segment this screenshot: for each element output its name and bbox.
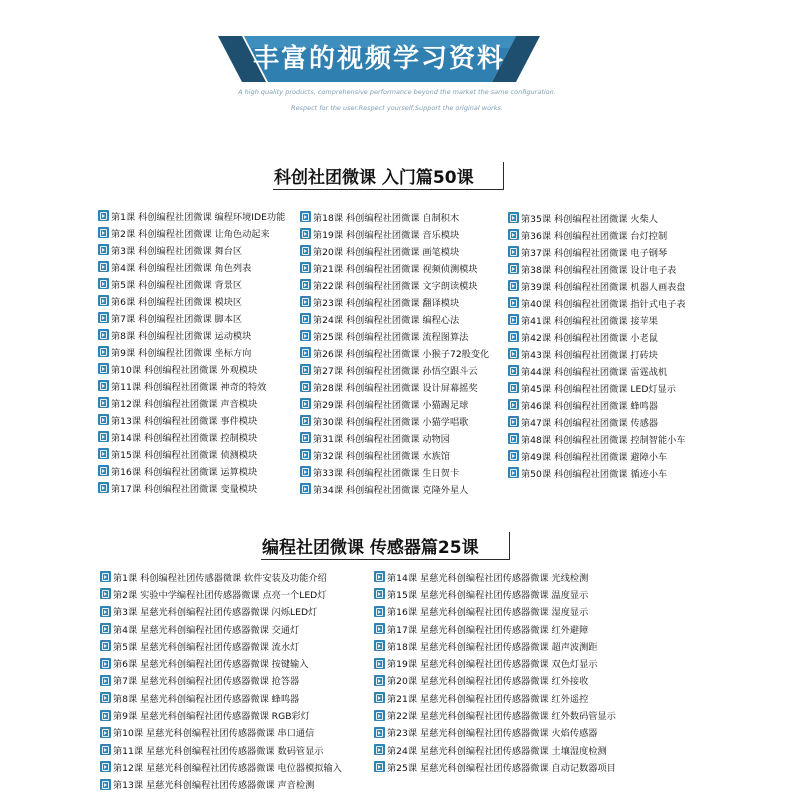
video-icon — [374, 623, 385, 634]
video-icon — [100, 779, 111, 790]
lesson-title: 第21课 科创编程社团微课 视频侦测模块 — [313, 263, 478, 275]
lesson-item[interactable] — [300, 463, 489, 480]
section2-underline — [261, 559, 509, 560]
lesson-title: 第2课 科创编程社团微课 让角色动起来 — [111, 228, 270, 240]
lesson-title: 第9课 科创编程社团微课 坐标方向 — [111, 347, 252, 359]
lesson-item[interactable] — [98, 394, 285, 411]
lesson-item[interactable] — [374, 706, 616, 723]
lesson-title: 第13课 科创编程社团微课 事件模块 — [111, 415, 258, 427]
lesson-title: 第34课 科创编程社团微课 克隆外星人 — [313, 484, 469, 496]
lesson-item[interactable] — [374, 758, 616, 775]
lesson-title: 第7课 科创编程社团微课 脚本区 — [111, 313, 243, 325]
lesson-item[interactable] — [98, 428, 285, 445]
video-icon — [508, 467, 519, 478]
lesson-title: 第11课 科创编程社团微课 神奇的特效 — [111, 381, 267, 393]
video-icon — [508, 280, 519, 291]
video-icon — [100, 761, 111, 772]
banner-tagline-2: Respect for the user.Respect yourself.Support the original works. — [291, 104, 503, 112]
lesson-item[interactable] — [508, 260, 686, 277]
lesson-title: 第30课 科创编程社团微课 小猫学唱歌 — [313, 416, 469, 428]
lesson-item[interactable] — [374, 620, 616, 637]
lesson-title: 第44课 科创编程社团微课 雷霆战机 — [521, 366, 668, 378]
lesson-title: 第12课 星慈光科创编程社团传感器微课 电位器模拟输入 — [113, 762, 342, 774]
lesson-item[interactable] — [300, 480, 489, 497]
section2-column-2 — [374, 568, 616, 776]
section1-title: 科创社团微课 入门篇50课 — [274, 168, 474, 188]
lesson-item[interactable] — [300, 259, 489, 276]
lesson-item[interactable] — [374, 603, 616, 620]
video-icon — [300, 381, 311, 392]
video-icon — [374, 710, 385, 721]
section1-column-1 — [98, 207, 285, 496]
lesson-item[interactable] — [374, 724, 616, 741]
lesson-item[interactable] — [300, 429, 489, 446]
lesson-item[interactable] — [98, 343, 285, 360]
lesson-item[interactable] — [98, 411, 285, 428]
lesson-item[interactable] — [98, 275, 285, 292]
lesson-title: 第37课 科创编程社团微课 电子钢琴 — [521, 247, 668, 259]
lesson-title: 第17课 星慈光科创编程社团传感器微课 红外避障 — [387, 624, 589, 636]
banner — [218, 36, 540, 82]
lesson-title: 第46课 科创编程社团微课 蜂鸣器 — [521, 400, 658, 412]
lesson-title: 第48课 科创编程社团微课 控制智能小车 — [521, 434, 686, 446]
video-icon — [300, 347, 311, 358]
lesson-title: 第25课 星慈光科创编程社团传感器微课 自动记数器项目 — [387, 762, 616, 774]
lesson-item[interactable] — [374, 585, 616, 602]
video-icon — [98, 414, 109, 425]
video-icon — [300, 398, 311, 409]
lesson-title: 第18课 星慈光科创编程社团传感器微课 超声波测距 — [387, 641, 598, 653]
lesson-title: 第6课 科创编程社团微课 模块区 — [111, 296, 243, 308]
lesson-item[interactable] — [100, 585, 342, 602]
lesson-title: 第3课 科创编程社团微课 舞台区 — [111, 245, 243, 257]
lesson-title: 第11课 星慈光科创编程社团传感器微课 数码管显示 — [113, 745, 324, 757]
lesson-title: 第23课 星慈光科创编程社团传感器微课 火焰传感器 — [387, 728, 598, 740]
video-icon — [98, 295, 109, 306]
lesson-title: 第22课 科创编程社团微课 文字朗读模块 — [313, 280, 478, 292]
lesson-title: 第21课 星慈光科创编程社团传感器微课 红外遥控 — [387, 693, 589, 705]
lesson-title: 第8课 科创编程社团微课 运动模块 — [111, 330, 252, 342]
video-icon — [508, 229, 519, 240]
lesson-item[interactable] — [508, 345, 686, 362]
lesson-title: 第24课 星慈光科创编程社团传感器微课 土壤湿度检测 — [387, 745, 607, 757]
lesson-title: 第15课 科创编程社团微课 侦测模块 — [111, 449, 258, 461]
video-icon — [98, 363, 109, 374]
lesson-title: 第2课 实验中学编程社团传感器微课 点亮一个LED灯 — [113, 589, 327, 601]
lesson-title: 第12课 科创编程社团微课 声音模块 — [111, 398, 258, 410]
video-icon — [374, 727, 385, 738]
video-icon — [98, 261, 109, 272]
lesson-title: 第20课 星慈光科创编程社团传感器微课 红外接收 — [387, 676, 589, 688]
video-icon — [374, 571, 385, 582]
video-icon — [508, 348, 519, 359]
lesson-title: 第17课 科创编程社团微课 变量模块 — [111, 483, 258, 495]
lesson-item[interactable] — [300, 276, 489, 293]
banner-tagline-1: A high quality products, comprehensive performance beyond the market the same configuration. — [238, 88, 556, 96]
video-icon — [508, 314, 519, 325]
video-icon — [374, 606, 385, 617]
video-icon — [100, 606, 111, 617]
lesson-item[interactable] — [300, 225, 489, 242]
lesson-title: 第43课 科创编程社团微课 打砖块 — [521, 349, 658, 361]
lesson-title: 第28课 科创编程社团微课 设计屏幕摇奖 — [313, 382, 478, 394]
lesson-item[interactable] — [100, 776, 342, 793]
video-icon — [374, 658, 385, 669]
lesson-title: 第19课 星慈光科创编程社团传感器微课 双色灯显示 — [387, 659, 598, 671]
lesson-title: 第41课 科创编程社团微课 接苹果 — [521, 315, 658, 327]
video-icon — [300, 313, 311, 324]
lesson-item[interactable] — [374, 689, 616, 706]
lesson-title: 第13课 星慈光科创编程社团传感器微课 声音检测 — [113, 780, 315, 792]
lesson-title: 第4课 科创编程社团微课 角色列表 — [111, 262, 252, 274]
lesson-title: 第6课 星慈光科创编程社团传感器微课 按键输入 — [113, 659, 309, 671]
video-icon — [98, 244, 109, 255]
video-icon — [98, 329, 109, 340]
video-icon — [100, 710, 111, 721]
video-icon — [374, 692, 385, 703]
lesson-item[interactable] — [300, 395, 489, 412]
section1-underline — [273, 189, 503, 190]
video-icon — [100, 623, 111, 634]
section2-divider — [509, 532, 510, 560]
lesson-item[interactable] — [100, 637, 342, 654]
banner-title: 丰富的视频学习资料 — [252, 44, 505, 74]
lesson-item[interactable] — [508, 226, 686, 243]
lesson-item[interactable] — [98, 462, 285, 479]
lesson-title: 第38课 科创编程社团微课 设计电子表 — [521, 264, 677, 276]
lesson-item[interactable] — [98, 377, 285, 394]
video-icon — [374, 675, 385, 686]
lesson-item[interactable] — [300, 378, 489, 395]
lesson-title: 第19课 科创编程社团微课 音乐模块 — [313, 229, 460, 241]
lesson-item[interactable] — [300, 412, 489, 429]
lesson-item[interactable] — [98, 360, 285, 377]
lesson-item[interactable] — [300, 344, 489, 361]
lesson-title: 第50课 科创编程社团微课 循迹小车 — [521, 468, 668, 480]
lesson-title: 第29课 科创编程社团微课 小猫踢足球 — [313, 399, 469, 411]
lesson-item[interactable] — [300, 242, 489, 259]
lesson-title: 第3课 星慈光科创编程社团传感器微课 闪烁LED灯 — [113, 607, 318, 619]
lesson-title: 第49课 科创编程社团微课 避障小车 — [521, 451, 668, 463]
lesson-title: 第42课 科创编程社团微课 小老鼠 — [521, 332, 658, 344]
lesson-item[interactable] — [100, 603, 342, 620]
lesson-item[interactable] — [374, 637, 616, 654]
section1-column-3 — [508, 209, 686, 481]
video-icon — [508, 416, 519, 427]
lesson-title: 第15课 星慈光科创编程社团传感器微课 温度显示 — [387, 589, 589, 601]
video-icon — [300, 211, 311, 222]
section1-divider — [503, 162, 504, 190]
video-icon — [300, 415, 311, 426]
video-icon — [508, 212, 519, 223]
video-icon — [100, 658, 111, 669]
video-icon — [100, 675, 111, 686]
section1-column-2 — [300, 208, 489, 497]
lesson-item[interactable] — [508, 294, 686, 311]
lesson-title: 第47课 科创编程社团微课 传感器 — [521, 417, 658, 429]
lesson-item[interactable] — [508, 430, 686, 447]
video-icon — [374, 640, 385, 651]
video-icon — [374, 744, 385, 755]
video-icon — [374, 761, 385, 772]
video-icon — [508, 399, 519, 410]
lesson-title: 第39课 科创编程社团微课 机器人画表盘 — [521, 281, 686, 293]
lesson-title: 第10课 星慈光科创编程社团传感器微课 串口通信 — [113, 728, 315, 740]
lesson-item[interactable] — [98, 241, 285, 258]
lesson-title: 第31课 科创编程社团微课 动物园 — [313, 433, 450, 445]
lesson-item[interactable] — [100, 689, 342, 706]
video-icon — [508, 297, 519, 308]
lesson-item[interactable] — [98, 309, 285, 326]
lesson-item[interactable] — [98, 224, 285, 241]
lesson-item[interactable] — [98, 479, 285, 496]
lesson-item[interactable] — [100, 758, 342, 775]
video-icon — [508, 246, 519, 257]
lesson-title: 第26课 科创编程社团微课 小猴子72般变化 — [313, 348, 490, 360]
lesson-title: 第22课 星慈光科创编程社团传感器微课 红外数码管显示 — [387, 711, 616, 723]
video-icon — [100, 640, 111, 651]
video-icon — [300, 262, 311, 273]
video-icon — [98, 312, 109, 323]
lesson-title: 第1课 科创编程社团微课 编程环境IDE功能 — [111, 211, 286, 223]
video-icon — [98, 448, 109, 459]
video-icon — [508, 382, 519, 393]
lesson-title: 第4课 星慈光科创编程社团传感器微课 交通灯 — [113, 624, 300, 636]
lesson-title: 第20课 科创编程社团微课 画笔模块 — [313, 246, 460, 258]
video-icon — [300, 466, 311, 477]
lesson-title: 第23课 科创编程社团微课 翻译模块 — [313, 297, 460, 309]
video-icon — [98, 346, 109, 357]
lesson-item[interactable] — [100, 724, 342, 741]
video-icon — [508, 365, 519, 376]
lesson-item[interactable] — [300, 446, 489, 463]
video-icon — [100, 744, 111, 755]
lesson-item[interactable] — [100, 568, 342, 585]
lesson-item[interactable] — [508, 447, 686, 464]
lesson-title: 第5课 科创编程社团微课 背景区 — [111, 279, 243, 291]
lesson-title: 第14课 科创编程社团微课 控制模块 — [111, 432, 258, 444]
lesson-title: 第10课 科创编程社团微课 外观模块 — [111, 364, 258, 376]
lesson-title: 第32课 科创编程社团微课 水族馆 — [313, 450, 450, 462]
lesson-item[interactable] — [508, 209, 686, 226]
lesson-title: 第8课 星慈光科创编程社团传感器微课 蜂鸣器 — [113, 693, 300, 705]
lesson-item[interactable] — [98, 207, 285, 224]
video-icon — [300, 296, 311, 307]
lesson-title: 第40课 科创编程社团微课 指针式电子表 — [521, 298, 686, 310]
lesson-title: 第5课 星慈光科创编程社团传感器微课 流水灯 — [113, 641, 300, 653]
video-icon — [374, 588, 385, 599]
video-icon — [508, 450, 519, 461]
video-icon — [98, 278, 109, 289]
lesson-title: 第25课 科创编程社团微课 流程图算法 — [313, 331, 469, 343]
lesson-item[interactable] — [98, 292, 285, 309]
video-icon — [100, 692, 111, 703]
lesson-item[interactable] — [100, 672, 342, 689]
lesson-item[interactable] — [508, 243, 686, 260]
video-icon — [98, 380, 109, 391]
lesson-item[interactable] — [100, 741, 342, 758]
lesson-title: 第1课 科创编程社团传感器微课 软件安装及功能介绍 — [113, 572, 327, 584]
lesson-item[interactable] — [300, 293, 489, 310]
section2-title: 编程社团微课 传感器篇25课 — [262, 538, 479, 558]
lesson-item[interactable] — [98, 445, 285, 462]
lesson-title: 第33课 科创编程社团微课 生日贺卡 — [313, 467, 460, 479]
lesson-title: 第27课 科创编程社团微课 孙悟空跟斗云 — [313, 365, 478, 377]
lesson-item[interactable] — [508, 277, 686, 294]
lesson-title: 第16课 星慈光科创编程社团传感器微课 湿度显示 — [387, 607, 589, 619]
lesson-item[interactable] — [100, 654, 342, 671]
lesson-title: 第45课 科创编程社团微课 LED灯显示 — [521, 383, 676, 395]
video-icon — [300, 432, 311, 443]
video-icon — [508, 433, 519, 444]
video-icon — [300, 279, 311, 290]
lesson-item[interactable] — [374, 654, 616, 671]
video-icon — [100, 588, 111, 599]
lesson-item[interactable] — [300, 327, 489, 344]
video-icon — [98, 227, 109, 238]
lesson-item[interactable] — [508, 464, 686, 481]
lesson-item[interactable] — [508, 328, 686, 345]
lesson-title: 第35课 科创编程社团微课 火柴人 — [521, 213, 658, 225]
video-icon — [300, 449, 311, 460]
lesson-item[interactable] — [508, 379, 686, 396]
lesson-item[interactable] — [98, 326, 285, 343]
lesson-item[interactable] — [300, 361, 489, 378]
video-icon — [98, 397, 109, 408]
lesson-title: 第14课 星慈光科创编程社团传感器微课 光线检测 — [387, 572, 589, 584]
lesson-item[interactable] — [508, 311, 686, 328]
video-icon — [300, 228, 311, 239]
lesson-item[interactable] — [98, 258, 285, 275]
video-icon — [300, 364, 311, 375]
video-icon — [300, 245, 311, 256]
lesson-title: 第16课 科创编程社团微课 运算模块 — [111, 466, 258, 478]
lesson-item[interactable] — [374, 741, 616, 758]
lesson-item[interactable] — [300, 310, 489, 327]
lesson-title: 第18课 科创编程社团微课 自制积木 — [313, 212, 460, 224]
video-icon — [100, 571, 111, 582]
lesson-item[interactable] — [300, 208, 489, 225]
video-icon — [98, 482, 109, 493]
video-icon — [98, 210, 109, 221]
lesson-item[interactable] — [508, 413, 686, 430]
lesson-title: 第24课 科创编程社团微课 编程心法 — [313, 314, 460, 326]
video-icon — [98, 431, 109, 442]
lesson-title: 第36课 科创编程社团微课 台灯控制 — [521, 230, 668, 242]
lesson-title: 第9课 星慈光科创编程社团传感器微课 RGB彩灯 — [113, 711, 310, 723]
video-icon — [300, 483, 311, 494]
video-icon — [508, 331, 519, 342]
video-icon — [508, 263, 519, 274]
lesson-title: 第7课 星慈光科创编程社团传感器微课 抢答器 — [113, 676, 300, 688]
lesson-item[interactable] — [508, 362, 686, 379]
lesson-item[interactable] — [100, 620, 342, 637]
section2-column-1 — [100, 568, 342, 793]
video-icon — [98, 465, 109, 476]
video-icon — [100, 727, 111, 738]
lesson-item[interactable] — [374, 568, 616, 585]
lesson-item[interactable] — [100, 706, 342, 723]
lesson-item[interactable] — [508, 396, 686, 413]
lesson-item[interactable] — [374, 672, 616, 689]
video-icon — [300, 330, 311, 341]
